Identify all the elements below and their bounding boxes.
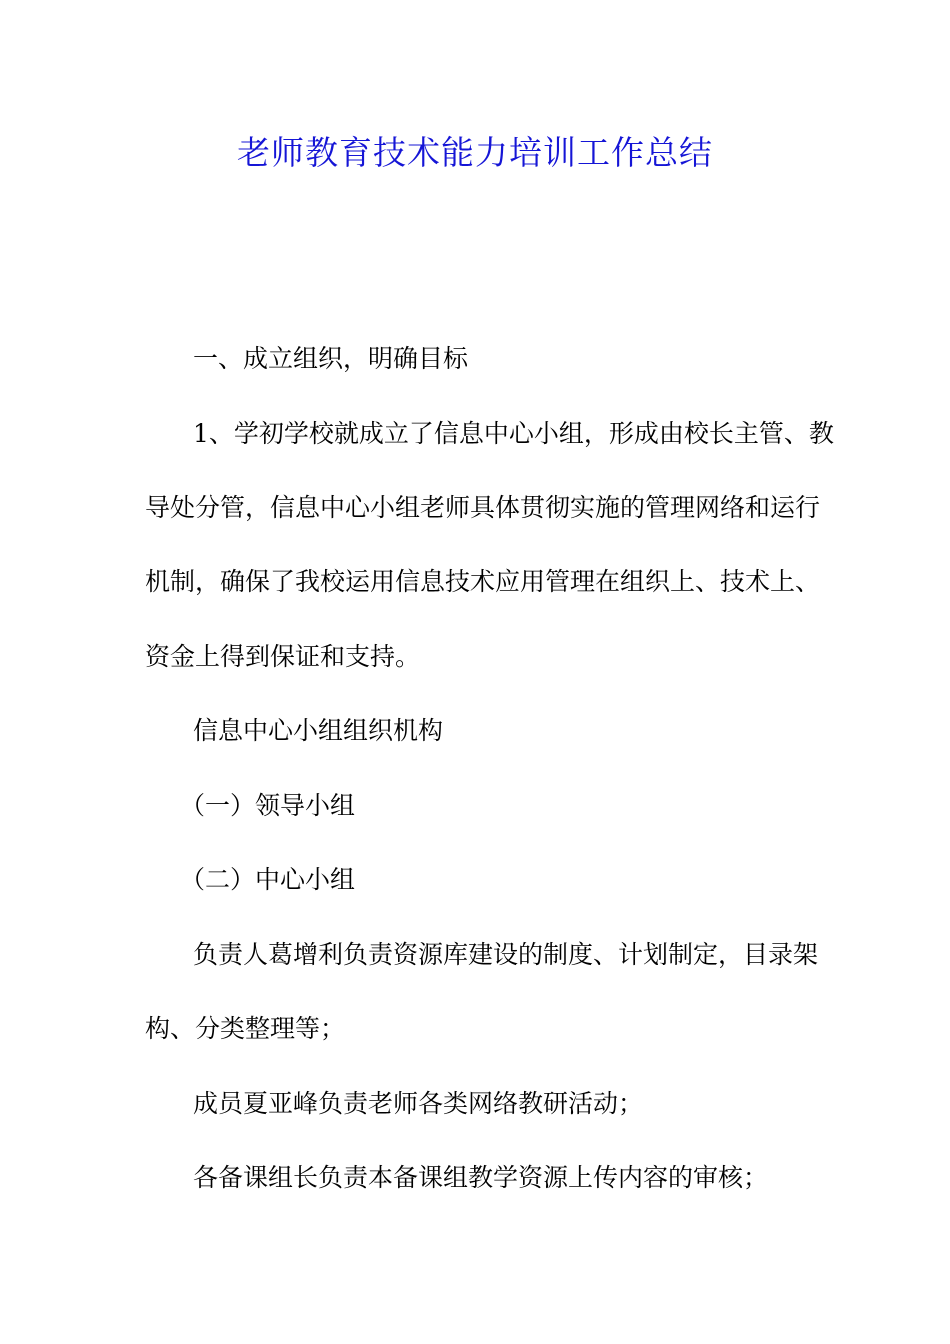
section-heading: 一、成立组织，明确目标: [193, 344, 469, 373]
list-item: （二）中心小组: [180, 865, 356, 894]
paragraph-line: 各备课组长负责本备课组教学资源上传内容的审核；: [193, 1163, 769, 1192]
paragraph-line: 导处分管，信息中心小组老师具体贯彻实施的管理网络和运行: [145, 493, 821, 522]
paragraph-line: 1、学初学校就成立了信息中心小组，形成由校长主管、教: [193, 419, 834, 448]
subsection-heading: 信息中心小组组织机构: [193, 716, 444, 745]
document-title: 老师教育技术能力培训工作总结: [237, 133, 713, 172]
paragraph-line: 资金上得到保证和支持。: [145, 642, 421, 671]
paragraph-line: 负责人葛增利负责资源库建设的制度、计划制定，目录架: [193, 940, 819, 969]
list-item: （一）领导小组: [180, 791, 356, 820]
paragraph-line: 成员夏亚峰负责老师各类网络教研活动；: [193, 1089, 644, 1118]
paragraph-line: 构、分类整理等；: [145, 1014, 346, 1043]
paragraph-line: 机制，确保了我校运用信息技术应用管理在组织上、技术上、: [145, 567, 821, 596]
